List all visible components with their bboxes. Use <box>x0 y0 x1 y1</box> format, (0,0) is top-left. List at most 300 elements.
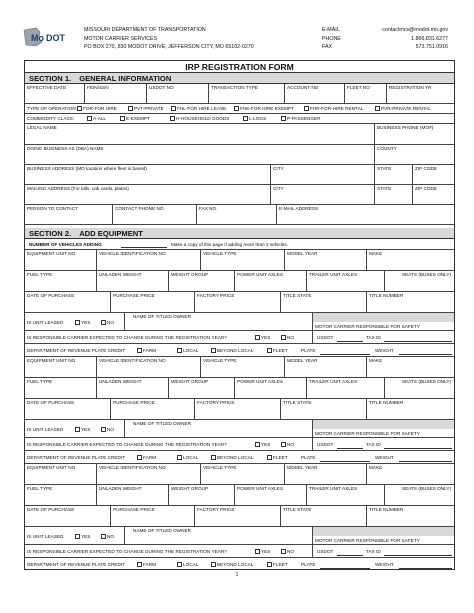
operation-label: TYPE OF OPERATION: <box>27 106 77 111</box>
field-label: FLEET NO <box>347 85 370 90</box>
dor-plate-label: PLATE <box>301 348 316 353</box>
checkbox[interactable] <box>101 427 106 432</box>
checkbox[interactable] <box>87 116 92 121</box>
grey-band <box>313 420 454 429</box>
fuel-type-field[interactable] <box>25 378 97 398</box>
operation-private-option[interactable] <box>128 104 164 113</box>
field-label: WEIGHT GROUP <box>171 272 209 277</box>
field-label: FACTORY PRICE <box>197 507 235 512</box>
checkbox[interactable] <box>170 116 175 121</box>
mailing-zip-field[interactable] <box>413 185 454 204</box>
equipment-unit-field[interactable] <box>25 357 97 377</box>
mailing-state-field[interactable] <box>375 185 413 204</box>
field-label: NAME OF TITLED OWNER <box>133 314 191 319</box>
option-label: L-LOGS <box>249 116 267 121</box>
field-label: FUEL TYPE <box>27 486 53 491</box>
trailer-unit-axles-field[interactable] <box>307 271 385 291</box>
make-field[interactable] <box>367 250 454 270</box>
model-year-field[interactable] <box>285 250 367 270</box>
field-label: TITLE STATE <box>283 507 312 512</box>
field-label: DATE OF PURCHASE <box>27 293 75 298</box>
section2-number: SECTION 2. <box>29 229 72 238</box>
purchase-price-field[interactable] <box>111 292 195 312</box>
section1-header <box>25 73 454 84</box>
field-label: MODEL YEAR <box>287 465 318 470</box>
make-field[interactable] <box>367 464 454 484</box>
unladen-weight-field[interactable] <box>97 485 169 505</box>
equipment-unit-field[interactable] <box>25 464 97 484</box>
field-label: EQUIPMENT UNIT NO <box>27 465 76 470</box>
field-label: VEHICLE TYPE <box>203 358 237 363</box>
factory-price-field[interactable] <box>195 399 281 419</box>
modot-logo <box>22 26 78 48</box>
option-label: YES <box>261 335 271 340</box>
change-no-option[interactable] <box>281 440 294 449</box>
option-label: NO <box>107 320 115 325</box>
general-row-1 <box>25 84 454 104</box>
field-label: PURCHASE PRICE <box>113 507 155 512</box>
field-label: VEHICLE IDENTIFICATION NO <box>99 251 166 256</box>
power-unit-axles-field[interactable] <box>235 485 307 505</box>
unit-leased-label: IS UNIT LEASED <box>27 320 64 325</box>
weight-label: WEIGHT <box>375 562 394 567</box>
field-label: PURCHASE PRICE <box>113 400 155 405</box>
option-label: FARM <box>143 348 157 353</box>
unladen-weight-field[interactable] <box>97 271 169 291</box>
title-number-field[interactable] <box>367 506 454 526</box>
vin-field[interactable] <box>97 357 201 377</box>
option-label: FLEET <box>273 455 288 460</box>
dor-fleet-option[interactable] <box>267 560 288 569</box>
equipment-block <box>25 357 454 464</box>
org-line: PO BOX 270, 830 MODOT DRIVE, JEFFERSON CITY, MO 65102-0270 <box>84 44 254 51</box>
field-label: VEHICLE TYPE <box>203 251 237 256</box>
checkbox[interactable] <box>267 455 272 460</box>
checkbox[interactable] <box>267 348 272 353</box>
equipment-row-1 <box>25 250 454 271</box>
option-label: YES <box>81 320 91 325</box>
operation-hire-lease-option[interactable] <box>171 104 226 113</box>
change-yes-option[interactable] <box>255 547 270 556</box>
carrier-safety-label: MOTOR CARRIER RESPONSIBLE FOR SAFETY <box>315 324 420 329</box>
email-label: E-MAIL <box>322 27 340 33</box>
fein-field[interactable] <box>85 84 147 103</box>
option-label: LOCAL <box>183 455 199 460</box>
power-unit-axles-field[interactable] <box>235 271 307 291</box>
dor-fleet-option[interactable] <box>267 346 288 355</box>
tax-id-label: TAX ID <box>366 549 381 554</box>
svg-text:Mo: Mo <box>31 33 44 43</box>
option-label: NO <box>107 427 115 432</box>
checkbox[interactable] <box>101 534 106 539</box>
change-no-option[interactable] <box>281 547 294 556</box>
equipment-row-4 <box>25 313 454 331</box>
dba-row <box>25 145 454 165</box>
option-label: NO <box>287 335 295 340</box>
checkbox[interactable] <box>75 534 80 539</box>
unladen-weight-field[interactable] <box>97 378 169 398</box>
field-label: TRAILER UNIT AXLES <box>309 486 358 491</box>
account-no-field[interactable] <box>285 84 345 103</box>
checkbox[interactable] <box>211 562 216 567</box>
field-label: FUEL TYPE <box>27 272 53 277</box>
form-title: IRP REGISTRATION FORM <box>25 61 454 73</box>
date-of-purchase-field[interactable] <box>25 292 111 312</box>
titled-owner-field[interactable] <box>125 527 313 544</box>
weight-group-field[interactable] <box>169 271 235 291</box>
dor-plate-credit-label: DEPARTMENT OF REVENUE PLATE CREDIT <box>27 455 126 460</box>
vehicle-type-field[interactable] <box>201 464 285 484</box>
make-field[interactable] <box>367 357 454 377</box>
grey-band <box>313 313 454 322</box>
seats-field[interactable] <box>385 485 454 505</box>
checkbox[interactable] <box>243 116 248 121</box>
phone-label: PHONE <box>322 35 341 42</box>
vehicles-adding-label: NUMBER OF VEHICLES ADDING <box>29 242 102 247</box>
carrier-change-cell <box>25 331 313 343</box>
usdot-field[interactable] <box>147 84 209 103</box>
option-label: LOCAL <box>183 348 199 353</box>
dor-local-option[interactable] <box>177 560 198 569</box>
field-label: MAKE <box>369 358 383 363</box>
option-label: H-HOUSEHOLD GOODS <box>176 116 230 121</box>
field-label: TRANSACTION TYPE <box>211 85 259 90</box>
carrier-safety-label: MOTOR CARRIER RESPONSIBLE FOR SAFETY <box>315 538 420 543</box>
seats-field[interactable] <box>385 378 454 398</box>
business-state-field[interactable] <box>375 165 413 184</box>
effective-date-field[interactable] <box>25 84 85 103</box>
dor-farm-option[interactable] <box>137 560 156 569</box>
field-label: EQUIPMENT UNIT NO <box>27 358 76 363</box>
county-field[interactable] <box>375 145 454 164</box>
usdot-label: USDOT <box>317 549 334 554</box>
org-block <box>84 26 254 52</box>
checkbox[interactable] <box>177 455 182 460</box>
business-address-row <box>25 165 454 185</box>
option-label: FLEET <box>273 348 288 353</box>
section2-title: ADD EQUIPMENT <box>79 229 143 238</box>
weight-input[interactable] <box>399 461 452 462</box>
field-label: ZIP CODE <box>415 186 438 191</box>
equipment-row-6 <box>25 558 454 571</box>
vin-field[interactable] <box>97 250 201 270</box>
operation-hire-exempt-option[interactable] <box>234 104 294 113</box>
equipment-row-2 <box>25 378 454 399</box>
checkbox[interactable] <box>101 320 106 325</box>
plate-input[interactable] <box>320 354 370 355</box>
mailing-address-field[interactable] <box>25 185 271 204</box>
field-label: COUNTY <box>377 146 397 151</box>
equipment-row-2 <box>25 485 454 506</box>
factory-price-field[interactable] <box>195 292 281 312</box>
carrier-change-question: IS RESPONSIBLE CARRIER EXPECTED TO CHANGE DURING THE REGISTRATION YEAR? <box>27 549 227 554</box>
checkbox[interactable] <box>281 549 286 554</box>
unit-leased-cell <box>25 313 125 330</box>
vehicles-adding-input[interactable] <box>121 247 167 248</box>
field-label: MODEL YEAR <box>287 251 318 256</box>
section2-header <box>25 228 454 239</box>
checkbox[interactable] <box>281 116 286 121</box>
email-value[interactable]: contactmcs@modot.mo.gov <box>382 27 448 33</box>
option-label: FHE-FOR HIRE EXEMPT <box>240 106 294 111</box>
modot-logo-graphic <box>22 26 78 48</box>
svg-text:DOT: DOT <box>46 33 65 43</box>
checkbox[interactable] <box>137 455 142 460</box>
checkbox[interactable] <box>255 549 260 554</box>
option-label: LOCAL <box>183 562 199 567</box>
fuel-type-field[interactable] <box>25 271 97 291</box>
checkbox[interactable] <box>304 106 309 111</box>
checkbox[interactable] <box>267 562 272 567</box>
unit-leased-label: IS UNIT LEASED <box>27 534 64 539</box>
weight-group-field[interactable] <box>169 485 235 505</box>
usdot-input[interactable] <box>337 448 363 449</box>
equipment-row-5 <box>25 438 454 451</box>
page-number: 1 <box>235 572 239 578</box>
commodity-exempt-option[interactable] <box>120 114 150 123</box>
commodity-label: COMMODITY CLASS: <box>27 116 75 121</box>
power-unit-axles-field[interactable] <box>235 378 307 398</box>
fax-no-field[interactable] <box>197 205 277 224</box>
field-label: NAME OF TITLED OWNER <box>133 528 191 533</box>
tax-id-input[interactable] <box>384 555 452 556</box>
unit-leased-cell <box>25 527 125 544</box>
dor-fleet-option[interactable] <box>267 453 288 462</box>
title-state-field[interactable] <box>281 506 367 526</box>
plate-input[interactable] <box>320 568 370 569</box>
business-zip-field[interactable] <box>413 165 454 184</box>
unit-leased-cell <box>25 420 125 437</box>
purchase-price-field[interactable] <box>111 506 195 526</box>
date-of-purchase-field[interactable] <box>25 506 111 526</box>
field-label: FAX NO. <box>199 206 218 211</box>
usdot-label: USDOT <box>317 442 334 447</box>
commodity-household-option[interactable] <box>170 114 229 123</box>
change-yes-option[interactable] <box>255 440 270 449</box>
field-label: MAILING ADDRESS (For bills, cab cards, plates) <box>27 186 129 191</box>
date-of-purchase-field[interactable] <box>25 399 111 419</box>
fuel-type-field[interactable] <box>25 485 97 505</box>
operation-hire-rental-option[interactable] <box>304 104 363 113</box>
legal-name-field[interactable] <box>25 124 375 144</box>
contact-phone-field[interactable] <box>113 205 197 224</box>
dor-plate-credit-label: DEPARTMENT OF REVENUE PLATE CREDIT <box>27 348 126 353</box>
type-of-operation-row <box>25 104 454 114</box>
title-number-field[interactable] <box>367 292 454 312</box>
business-city-field[interactable] <box>271 165 375 184</box>
person-to-contact-field[interactable] <box>25 205 113 224</box>
vehicle-type-field[interactable] <box>201 250 285 270</box>
carrier-change-cell <box>25 545 313 557</box>
seats-field[interactable] <box>385 271 454 291</box>
checkbox[interactable] <box>177 348 182 353</box>
equipment-row-4 <box>25 420 454 438</box>
equipment-row-6 <box>25 451 454 464</box>
option-label: FHR-FOR-HIRE RENTAL <box>310 106 364 111</box>
option-label: YES <box>81 427 91 432</box>
carrier-change-question: IS RESPONSIBLE CARRIER EXPECTED TO CHANGE DURING THE REGISTRATION YEAR? <box>27 335 227 340</box>
leased-yes-option[interactable] <box>75 532 90 541</box>
mailing-address-row <box>25 185 454 205</box>
commodity-all-option[interactable] <box>87 114 106 123</box>
checkbox[interactable] <box>77 106 82 111</box>
vehicles-adding-note: Make a copy of this page if adding more than 3 vehicles. <box>171 242 288 247</box>
dor-beyond-local-option[interactable] <box>211 453 253 462</box>
weight-group-field[interactable] <box>169 378 235 398</box>
field-label: ACCOUNT NO <box>287 85 319 90</box>
field-label: MAKE <box>369 465 383 470</box>
checkbox[interactable] <box>177 562 182 567</box>
checkbox[interactable] <box>255 442 260 447</box>
usdot-label: USDOT <box>317 335 334 340</box>
mailing-city-field[interactable] <box>271 185 375 204</box>
checkbox[interactable] <box>75 427 80 432</box>
usdot-input[interactable] <box>337 555 363 556</box>
trailer-unit-axles-field[interactable] <box>307 485 385 505</box>
model-year-field[interactable] <box>285 464 367 484</box>
checkbox[interactable] <box>137 348 142 353</box>
title-state-field[interactable] <box>281 399 367 419</box>
carrier-safety-label: MOTOR CARRIER RESPONSIBLE FOR SAFETY <box>315 431 420 436</box>
field-label: UNLADEN WEIGHT <box>99 272 142 277</box>
leased-yes-option[interactable] <box>75 318 90 327</box>
dor-farm-option[interactable] <box>137 453 156 462</box>
vin-field[interactable] <box>97 464 201 484</box>
equipment-row-6 <box>25 344 454 357</box>
checkbox[interactable] <box>75 320 80 325</box>
operation-for-hire-option[interactable] <box>77 104 117 113</box>
commodity-class-row <box>25 114 454 124</box>
field-label: ZIP CODE <box>415 166 438 171</box>
purchase-price-field[interactable] <box>111 399 195 419</box>
section1-number: SECTION 1. <box>29 74 72 83</box>
equipment-row-2 <box>25 271 454 292</box>
weight-input[interactable] <box>399 568 452 569</box>
field-label: TITLE NUMBER <box>369 400 404 405</box>
dba-field[interactable] <box>25 145 375 164</box>
field-label: PERSON TO CONTACT <box>27 206 79 211</box>
checkbox[interactable] <box>375 106 380 111</box>
option-label: NO <box>287 442 295 447</box>
option-label: A-ALL <box>93 116 107 121</box>
field-label: SEATS (BUSES ONLY) <box>402 272 452 277</box>
field-label: VEHICLE IDENTIFICATION NO <box>99 465 166 470</box>
checkbox[interactable] <box>281 442 286 447</box>
dor-farm-option[interactable] <box>137 346 156 355</box>
usdot-input[interactable] <box>337 341 363 342</box>
dor-beyond-local-option[interactable] <box>211 346 253 355</box>
field-label: DATE OF PURCHASE <box>27 507 75 512</box>
checkbox[interactable] <box>137 562 142 567</box>
field-label: BUSINESS ADDRESS (MO location where fleet is based) <box>27 166 147 171</box>
commodity-passenger-option[interactable] <box>281 114 321 123</box>
title-state-field[interactable] <box>281 292 367 312</box>
equipment-row-5 <box>25 331 454 344</box>
business-address-field[interactable] <box>25 165 271 184</box>
contact-values <box>382 26 448 52</box>
grey-band <box>313 527 454 536</box>
tax-id-input[interactable] <box>384 341 452 342</box>
model-year-field[interactable] <box>285 357 367 377</box>
equipment-row-4 <box>25 527 454 545</box>
checkbox[interactable] <box>234 106 239 111</box>
vehicle-type-field[interactable] <box>201 357 285 377</box>
equipment-row-3 <box>25 292 454 313</box>
equipment-unit-field[interactable] <box>25 250 97 270</box>
dor-local-option[interactable] <box>177 453 198 462</box>
option-label: FARM <box>143 562 157 567</box>
checkbox[interactable] <box>171 106 176 111</box>
title-number-field[interactable] <box>367 399 454 419</box>
change-no-option[interactable] <box>281 333 294 342</box>
dor-local-option[interactable] <box>177 346 198 355</box>
checkbox[interactable] <box>281 335 286 340</box>
option-label: YES <box>261 442 271 447</box>
checkbox[interactable] <box>255 335 260 340</box>
field-label: EQUIPMENT UNIT NO <box>27 251 76 256</box>
plate-input[interactable] <box>320 461 370 462</box>
field-label: REGISTRATION YR <box>389 85 432 90</box>
operation-private-rental-option[interactable] <box>375 104 431 113</box>
leased-yes-option[interactable] <box>75 425 90 434</box>
leased-no-option[interactable] <box>101 532 114 541</box>
titled-owner-field[interactable] <box>125 313 313 330</box>
factory-price-field[interactable] <box>195 506 281 526</box>
field-label: TITLE STATE <box>283 293 312 298</box>
fax-label: FAX <box>322 44 333 51</box>
commodity-logs-option[interactable] <box>243 114 266 123</box>
transaction-type-field[interactable] <box>209 84 285 103</box>
email-address-field[interactable] <box>277 205 454 224</box>
tax-id-input[interactable] <box>384 448 452 449</box>
equipment-block <box>25 250 454 357</box>
business-phone-field[interactable] <box>375 124 454 144</box>
checkbox[interactable] <box>128 106 133 111</box>
org-line: MOTOR CARRIER SERVICES <box>84 35 158 42</box>
registration-yr-field[interactable] <box>387 84 454 103</box>
field-label: FACTORY PRICE <box>197 293 235 298</box>
checkbox[interactable] <box>120 116 125 121</box>
tax-id-label: TAX ID <box>366 335 381 340</box>
phone-value: 1.866.831.6277 <box>411 35 448 42</box>
field-label: USDOT NO <box>149 85 174 90</box>
checkbox[interactable] <box>211 455 216 460</box>
titled-owner-field[interactable] <box>125 420 313 437</box>
field-label: LEGAL NAME <box>27 125 57 130</box>
equipment-row-5 <box>25 545 454 558</box>
trailer-unit-axles-field[interactable] <box>307 378 385 398</box>
dor-beyond-local-option[interactable] <box>211 560 253 569</box>
fleet-no-field[interactable] <box>345 84 387 103</box>
field-label: E-MAIL ADDRESS <box>279 206 319 211</box>
equipment-row-1 <box>25 357 454 378</box>
weight-input[interactable] <box>399 354 452 355</box>
field-label: POWER UNIT AXLES <box>237 379 284 384</box>
dor-plate-label: PLATE <box>301 455 316 460</box>
option-label: PVT-PRIVATE <box>134 106 164 111</box>
change-yes-option[interactable] <box>255 333 270 342</box>
checkbox[interactable] <box>211 348 216 353</box>
field-label: CITY <box>273 166 284 171</box>
carrier-change-cell <box>25 438 313 450</box>
field-label: POWER UNIT AXLES <box>237 272 284 277</box>
field-label: STATE <box>377 186 392 191</box>
leased-no-option[interactable] <box>101 425 114 434</box>
vehicles-adding-row <box>25 239 454 250</box>
leased-no-option[interactable] <box>101 318 114 327</box>
field-label: DATE OF PURCHASE <box>27 400 75 405</box>
field-label: UNLADEN WEIGHT <box>99 379 142 384</box>
